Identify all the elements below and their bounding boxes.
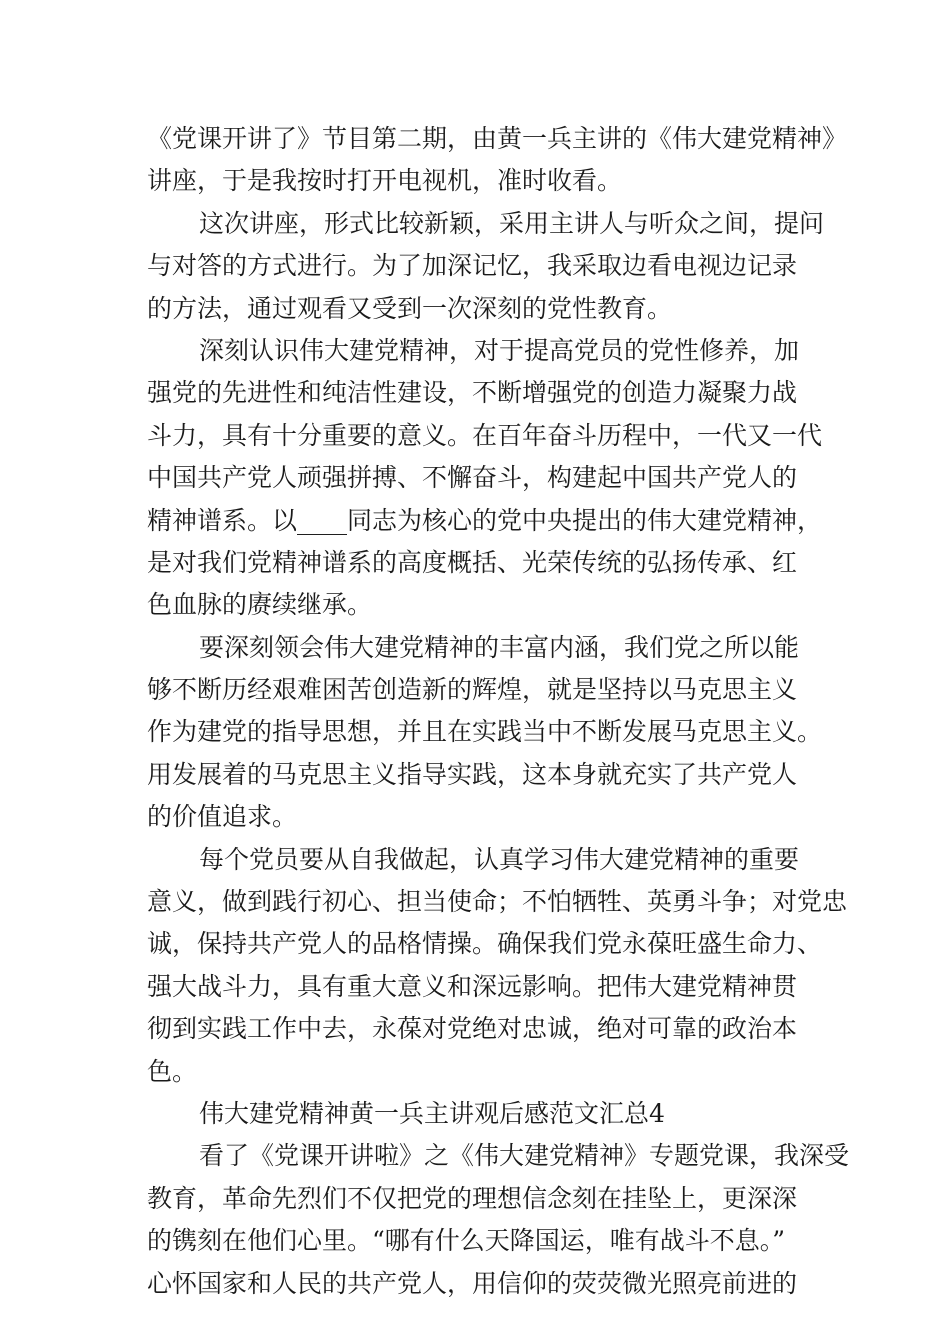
text-line: 的镌刻在他们心里。“哪有什么天降国运，唯有战斗不息。” <box>147 1226 786 1256</box>
text-line: 彻到实践工作中去，永葆对党绝对忠诚，绝对可靠的政治本 <box>147 1014 798 1044</box>
text-line: 够不断历经艰难困苦创造新的辉煌，就是坚持以马克思主义 <box>147 675 798 705</box>
text-line: 斗力，具有十分重要的意义。在百年奋斗历程中，一代又一代 <box>147 420 823 450</box>
text-line: 的方法，通过观看又受到一次深刻的党性教育。 <box>147 293 673 323</box>
text-line: 的价值追求。 <box>147 802 298 832</box>
text-line: 与对答的方式进行。为了加深记忆，我采取边看电视边记录 <box>147 251 798 281</box>
document-body <box>147 118 850 1305</box>
text-line: 色血脉的赓续继承。 <box>147 590 373 620</box>
text-line: 强大战斗力，具有重大意义和深远影响。把伟大建党精神贯 <box>147 971 798 1001</box>
text-line: 教育，革命先烈们不仅把党的理想信念刻在挂坠上，更深深 <box>147 1183 798 1213</box>
text-line: 伟大建党精神黄一兵主讲观后感范文汇总4 <box>199 1098 665 1128</box>
text-line: 心怀国家和人民的共产党人，用信仰的荧荧微光照亮前进的 <box>147 1268 798 1298</box>
text-line: 中国共产党人顽强拼搏、不懈奋斗，构建起中国共产党人的 <box>147 463 798 493</box>
text-line: 意义，做到践行初心、担当使命；不怕牺牲、英勇斗争；对党忠 <box>147 887 848 917</box>
text-line: 看了《党课开讲啦》之《伟大建党精神》专题党课，我深受 <box>199 1141 850 1171</box>
text-line: 精神谱系。以____同志为核心的党中央提出的伟大建党精神， <box>147 505 823 535</box>
text-line: 深刻认识伟大建党精神，对于提高党员的党性修养，加 <box>199 335 800 365</box>
text-line: 讲座，于是我按时打开电视机，准时收看。 <box>147 166 623 196</box>
text-line: 诚，保持共产党人的品格情操。确保我们党永葆旺盛生命力、 <box>147 929 823 959</box>
text-line: 作为建党的指导思想，并且在实践当中不断发展马克思主义。 <box>147 717 823 747</box>
text-line: 用发展着的马克思主义指导实践，这本身就充实了共产党人 <box>147 759 798 789</box>
text-line: 这次讲座，形式比较新颖，采用主讲人与听众之间，提问 <box>199 208 825 238</box>
text-line: 强党的先进性和纯洁性建设，不断增强党的创造力凝聚力战 <box>147 378 798 408</box>
text-line: 色。 <box>147 1056 198 1086</box>
text-line: 《党课开讲了》节目第二期，由黄一兵主讲的《伟大建党精神》 <box>147 124 848 153</box>
text-line: 是对我们党精神谱系的高度概括、光荣传统的弘扬传承、红 <box>147 547 798 577</box>
text-line: 每个党员要从自我做起，认真学习伟大建党精神的重要 <box>199 844 800 874</box>
text-line: 要深刻领会伟大建党精神的丰富内涵，我们党之所以能 <box>199 632 800 662</box>
